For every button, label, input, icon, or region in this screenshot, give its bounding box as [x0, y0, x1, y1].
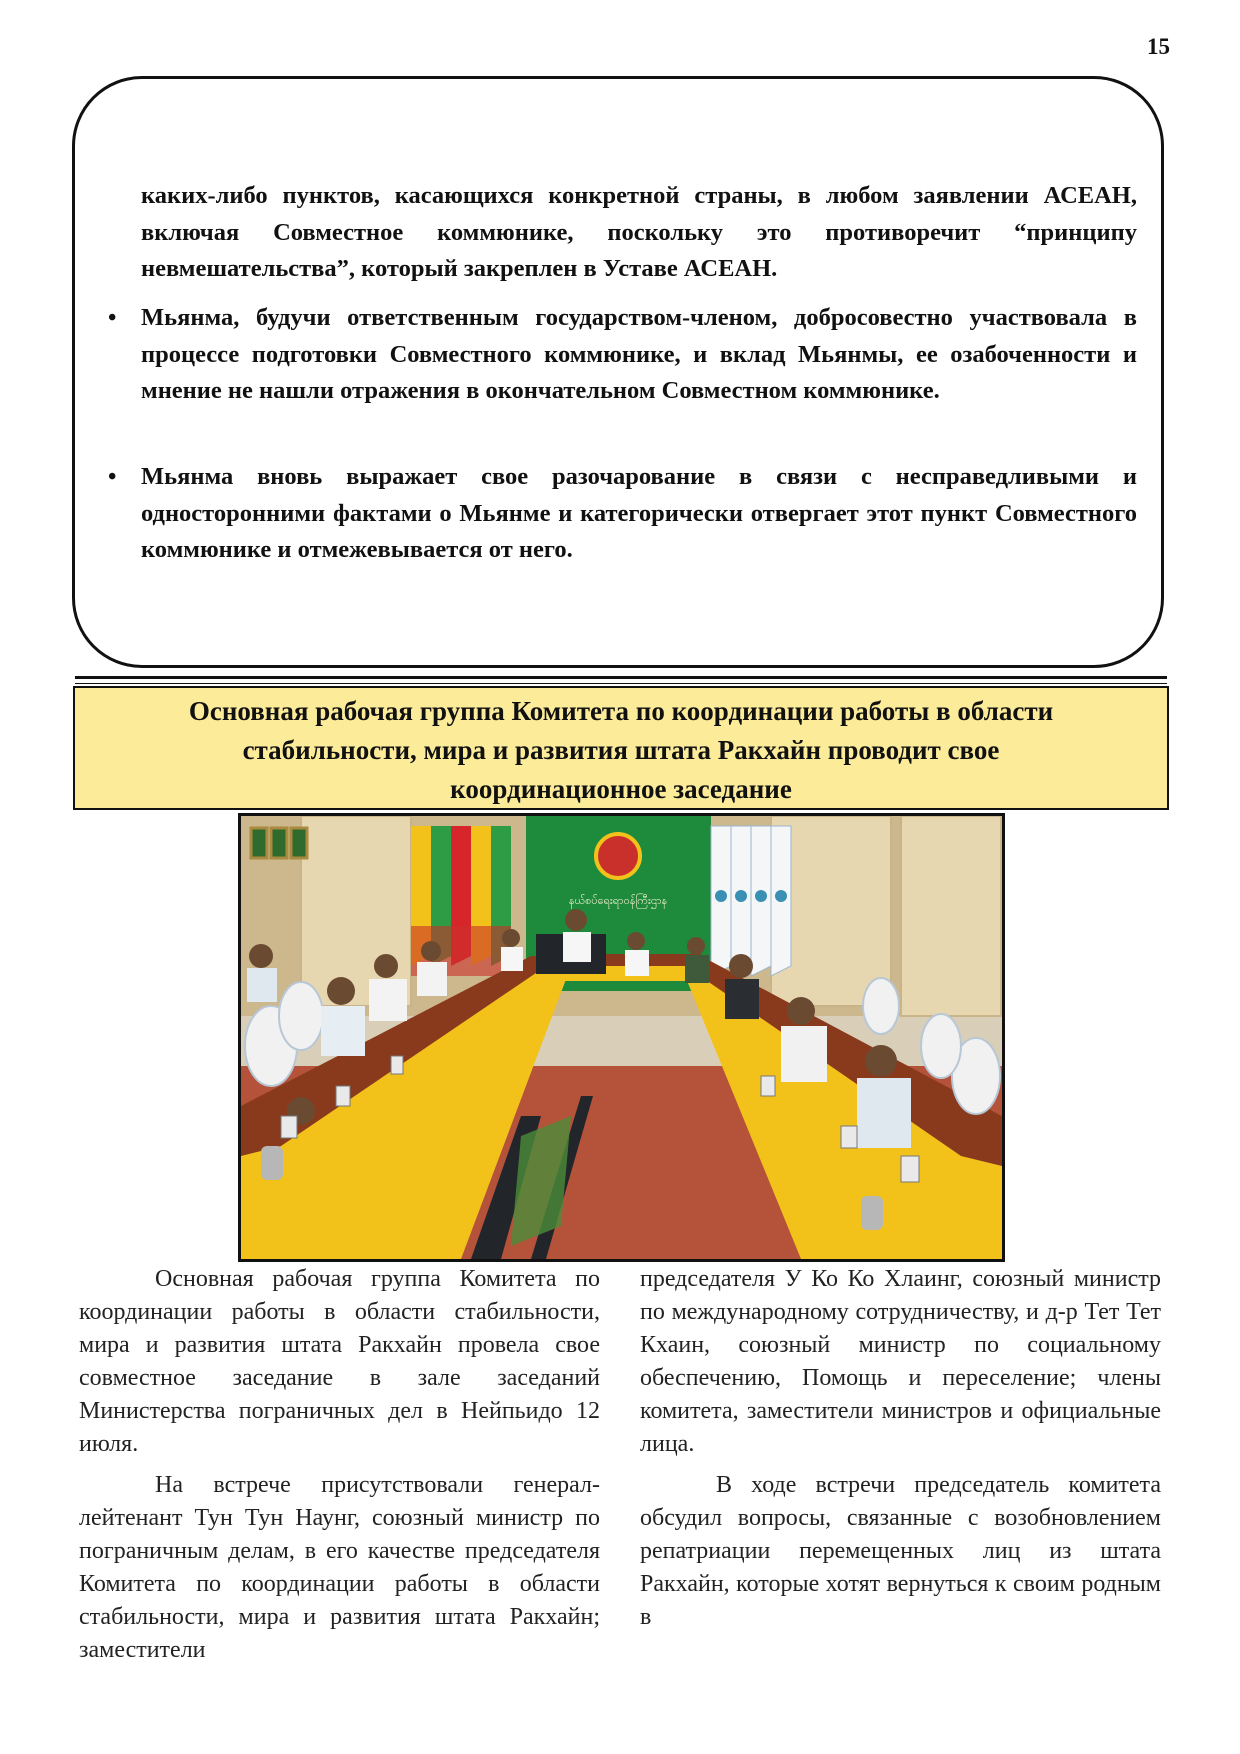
statement-bullet-text: Мьянма вновь выражает свое разочарование в связи с несправедливыми и односторонними фактами о Мьянме и категорически отвергает этот пункт Совместного коммюнике и отмежевывается от него. [141, 463, 1137, 563]
statement-bullet [108, 459, 1137, 569]
article-paragraph: председателя У Ко Ко Хлаинг, союзный министр по международному сотрудничеству, и д-р Тет Тет Кхаин, союзный министр по социальному обеспечению, Помощь и переселение; члены комитета, заместители министров и официальные лица. [640, 1266, 1161, 1457]
bullet-icon: • [108, 305, 117, 331]
meeting-photo [238, 813, 1005, 1262]
headline-line: стабильности, мира и развития штата Ракхайн проводит свое [242, 735, 1000, 765]
section-divider-thin [75, 683, 1167, 684]
article-paragraph: Основная рабочая группа Комитета по координации работы в области стабильности, мира и развития штата Ракхайн провела свое совместное заседание в зале заседаний Министерства пограничных дел в Нейпьидо 12 июля. [79, 1266, 600, 1457]
section-divider [75, 676, 1167, 679]
statement-continuation: каких-либо пунктов, касающихся конкретной страны, в любом заявлении АСЕАН, включая Совместное коммюнике, поскольку это противоречит “принципу невмешательства”, который закреплен в Уставе АСЕАН. [141, 182, 1137, 282]
article-paragraph: На встрече присутствовали генерал-лейтенант Тун Тун Наунг, союзный министр по пограничным делам, в его качестве председателя Комитета по координации работы в области стабильности, мира и развития штата Ракхайн; заместители [79, 1472, 600, 1663]
article-column-right [640, 1263, 1161, 1642]
banner-text: နယ်စပ်ရေးရာဝန်ကြီးဌာန [568, 894, 668, 907]
article-paragraph: В ходе встречи председатель комитета обсудил вопросы, связанные с возобновлением репатриации перемещенных лиц из штата Ракхайн, которые хотят вернуться к своим родным в [640, 1472, 1161, 1630]
page-number: 15 [1147, 34, 1170, 59]
bullet-icon: • [108, 464, 117, 490]
article-headline [73, 686, 1169, 810]
article-column-left [79, 1263, 600, 1675]
statement-bullet-text: Мьянма, будучи ответственным государством-членом, добросовестно участвовала в процессе подготовки Совместного коммюнике, и вклад Мьянмы, ее озабоченности и мнение не нашли отражения в окончательном Совместном коммюнике. [141, 304, 1137, 404]
headline-line: Основная рабочая группа Комитета по координации работы в области [188, 696, 1054, 726]
statement-bullet [108, 300, 1137, 410]
meeting-photo-illustration [241, 816, 1002, 1259]
headline-line: координационное заседание [450, 774, 792, 804]
